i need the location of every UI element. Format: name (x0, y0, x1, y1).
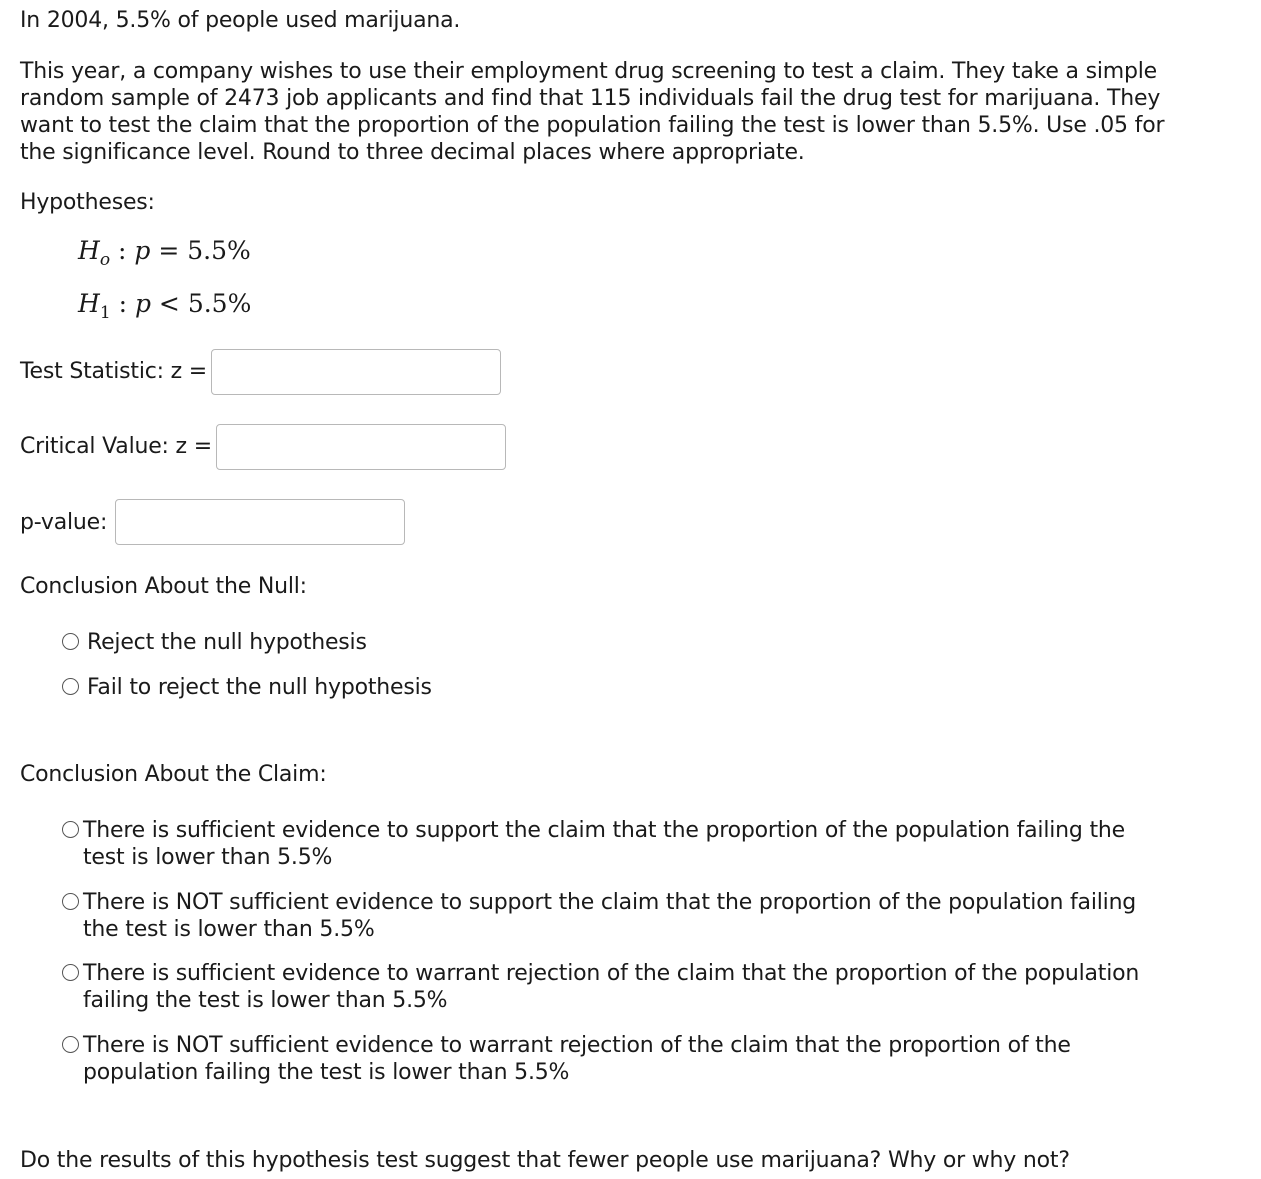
radio-button[interactable] (62, 821, 79, 838)
h1-variable: p (134, 289, 151, 318)
h0-subscript: o (99, 250, 111, 270)
critical-value-label: Critical Value: z = (20, 434, 212, 459)
claim-option-label: There is sufficient evidence to warrant rejection of the claim that the proportion of the population failing the test is lower than 5.5% (83, 961, 1140, 1013)
h0-value: 5.5% (187, 236, 251, 265)
claim-option-3[interactable] (58, 960, 1148, 1014)
radio-button[interactable] (62, 893, 79, 910)
radio-button[interactable] (62, 633, 79, 650)
claim-option-label: There is NOT sufficient evidence to warrant rejection of the claim that the proportion of the population failing the test is lower than 5.5% (83, 1033, 1071, 1085)
h0-symbol: H (78, 236, 100, 265)
h1-symbol: H (78, 289, 100, 318)
intro-text: In 2004, 5.5% of people used marijuana. (20, 8, 461, 33)
problem-text: This year, a company wishes to use their employment drug screening to test a claim. They take a simple random sample of 2473 job applicants and find that 115 individuals fail the drug test for marijuana. They want to test the claim that the proportion of the population failing the test is lower than 5.5%. Use .05 for the significance level. Round to three decimal places where appropriate. (20, 59, 1165, 165)
final-question: Do the results of this hypothesis test suggest that fewer people use marijuana? Why or why not? (20, 1148, 1070, 1173)
hypotheses-label: Hypotheses: (20, 190, 155, 215)
null-option-label: Fail to reject the null hypothesis (87, 675, 432, 700)
radio-button[interactable] (62, 1036, 79, 1053)
claim-option-2[interactable] (58, 889, 1148, 943)
h1-value: 5.5% (187, 289, 252, 318)
p-value-input[interactable] (115, 499, 405, 545)
h0-colon: : (110, 236, 135, 265)
claim-option-label: There is NOT sufficient evidence to support the claim that the proportion of the population failing the test is lower than 5.5% (83, 890, 1137, 942)
null-option-fail-to-reject[interactable] (62, 674, 432, 701)
claim-option-1[interactable] (58, 817, 1148, 871)
h0-operator: = (150, 236, 188, 265)
test-statistic-input[interactable] (211, 349, 501, 395)
null-option-label: Reject the null hypothesis (87, 630, 367, 655)
p-value-label: p-value: (20, 510, 108, 535)
null-hypothesis (78, 236, 251, 270)
h1-operator: < (150, 289, 188, 318)
null-option-reject[interactable] (62, 629, 367, 656)
radio-button[interactable] (62, 964, 79, 981)
h1-subscript: 1 (99, 303, 111, 323)
h0-variable: p (134, 236, 151, 265)
claim-option-4[interactable] (58, 1032, 1148, 1086)
null-conclusion-label: Conclusion About the Null: (20, 574, 307, 599)
claim-conclusion-label: Conclusion About the Claim: (20, 762, 327, 787)
alternative-hypothesis (78, 289, 252, 323)
claim-option-label: There is sufficient evidence to support the claim that the proportion of the population failing the test is lower than 5.5% (83, 818, 1125, 870)
test-statistic-label: Test Statistic: z = (20, 359, 208, 384)
radio-button[interactable] (62, 678, 79, 695)
h1-colon: : (110, 289, 135, 318)
critical-value-input[interactable] (216, 424, 506, 470)
